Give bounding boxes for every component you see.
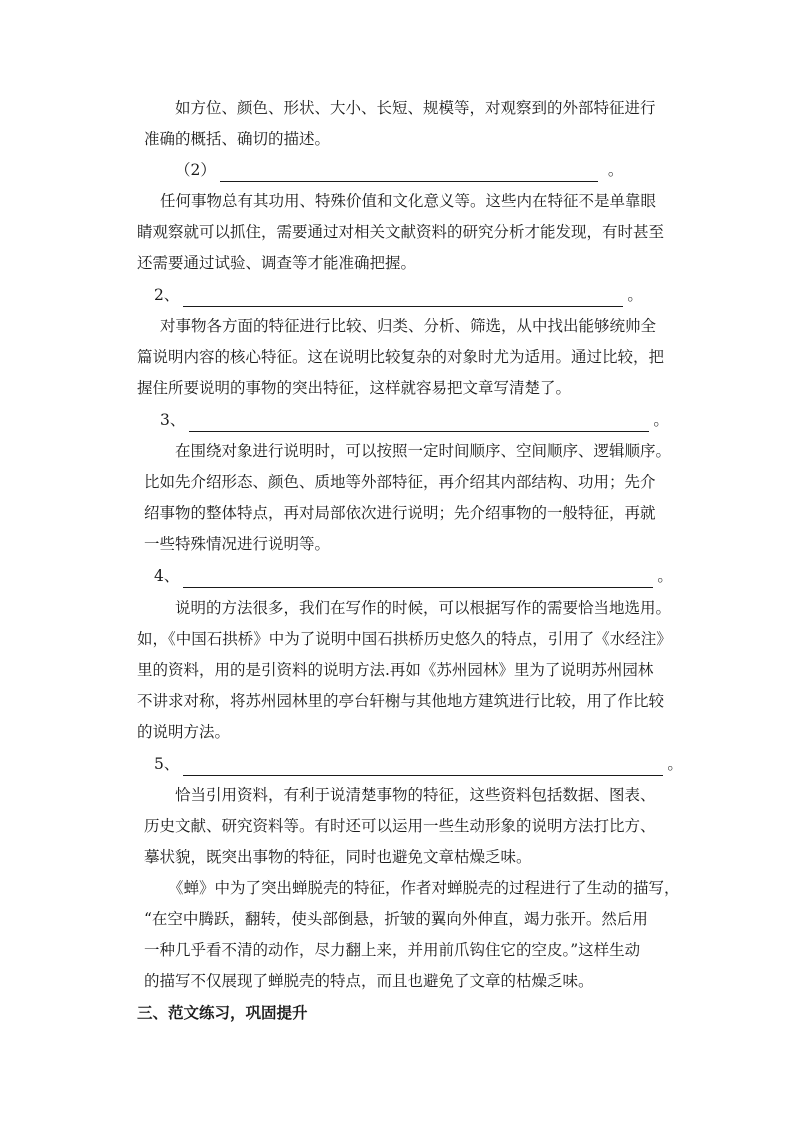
fill-in-blank-4[interactable]	[183, 570, 653, 588]
fill-in-item-2b-label: （2）	[175, 161, 216, 179]
fill-in-item-2-end: 。	[627, 286, 643, 304]
paragraph-4-line-3: 绍事物的整体特点，再对局部依次进行说明；先介绍事物的一般特征，再就	[144, 504, 656, 522]
paragraph-3-line-3: 握住所要说明的事物的突出特征，这样就容易把文章写清楚了。	[137, 379, 572, 397]
fill-in-item-5	[154, 752, 683, 776]
fill-in-blank-3[interactable]	[189, 414, 649, 432]
paragraph-6-line-1: 恰当引用资料，有利于说清楚事物的特征，这些资料包括数据、图表、	[175, 786, 656, 804]
paragraph-2-line-3: 还需要通过试验、调查等才能准确把握。	[137, 254, 417, 272]
fill-in-item-3-end: 。	[653, 411, 669, 429]
paragraph-1-line-2: 准确的概括、确切的描述。	[144, 130, 331, 148]
paragraph-7-line-2: “在空中腾跃，翻转，使头部倒悬，折皱的翼向外伸直，竭力张开。然后用	[144, 910, 648, 928]
paragraph-5-line-2: 如，《中国石拱桥》中为了说明中国石拱桥历史悠久的特点，引用了《水经注》	[137, 630, 672, 648]
fill-in-blank-2b[interactable]	[220, 164, 598, 182]
fill-in-item-4-end: 。	[657, 567, 673, 585]
paragraph-5-line-5: 的说明方法。	[137, 723, 231, 741]
fill-in-item-2b-end: 。	[607, 161, 624, 179]
fill-in-item-2-label: 2、	[154, 286, 180, 304]
paragraph-1-line-1: 如方位、颜色、形状、大小、长短、规模等，对观察到的外部特征进行	[175, 99, 656, 117]
paragraph-5-line-4: 不讲求对称，将苏州园林里的亭台轩榭与其他地方建筑进行比较，用了作比较	[137, 692, 665, 710]
paragraph-6-line-3: 摹状貌，既突出事物的特征，同时也避免文章枯燥乏味。	[144, 848, 532, 866]
paragraph-5-line-3: 里的资料，用的是引资料的说明方法.再如《苏州园林》里为了说明苏州园林	[137, 661, 654, 679]
paragraph-3-line-2: 篇说明内容的核心特征。这在说明比较复杂的对象时尤为适用。通过比较，把	[137, 348, 665, 366]
fill-in-item-5-label: 5、	[154, 755, 180, 773]
paragraph-4-line-1: 在围绕对象进行说明时，可以按照一定时间顺序、空间顺序、逻辑顺序。	[175, 442, 672, 460]
paragraph-4-line-2: 比如先介绍形态、颜色、质地等外部特征，再介绍其内部结构、功用；先介	[144, 473, 656, 491]
fill-in-blank-5[interactable]	[183, 758, 663, 776]
fill-in-item-4-label: 4、	[154, 567, 180, 585]
fill-in-item-5-end: 。	[667, 755, 683, 773]
fill-in-item-2b	[175, 158, 623, 182]
paragraph-6-line-2: 历史文献、研究资料等。有时还可以运用一些生动形象的说明方法打比方、	[144, 817, 656, 835]
fill-in-blank-2[interactable]	[183, 289, 623, 307]
fill-in-item-2	[154, 283, 643, 307]
paragraph-7-line-1: 《蝉》中为了突出蝉脱壳的特征，作者对蝉脱壳的过程进行了生动的描写，	[168, 879, 680, 897]
paragraph-5-line-1: 说明的方法很多，我们在写作的时候，可以根据写作的需要恰当地选用。	[175, 599, 672, 617]
paragraph-7-line-3: 一种几乎看不清的动作，尽力翻上来，并用前爪钩住它的空皮。”这样生动	[144, 941, 641, 959]
paragraph-3-line-1: 对事物各方面的特征进行比较、归类、分析、筛选，从中找出能够统帅全	[160, 317, 657, 335]
paragraph-4-line-4: 一些特殊情况进行说明等。	[144, 535, 331, 553]
fill-in-item-3	[160, 408, 669, 432]
section-3-heading: 三、范文练习，巩固提升	[137, 1004, 308, 1022]
fill-in-item-3-label: 3、	[160, 411, 186, 429]
paragraph-7-line-4: 的描写不仅展现了蝉脱壳的特点，而且也避免了文章的枯燥乏味。	[144, 972, 594, 990]
paragraph-2-line-1: 任何事物总有其功用、特殊价值和文化意义等。这些内在特征不是单靠眼	[160, 192, 657, 210]
fill-in-item-4	[154, 564, 673, 588]
paragraph-2-line-2: 睛观察就可以抓住，需要通过对相关文献资料的研究分析才能发现，有时甚至	[137, 223, 665, 241]
